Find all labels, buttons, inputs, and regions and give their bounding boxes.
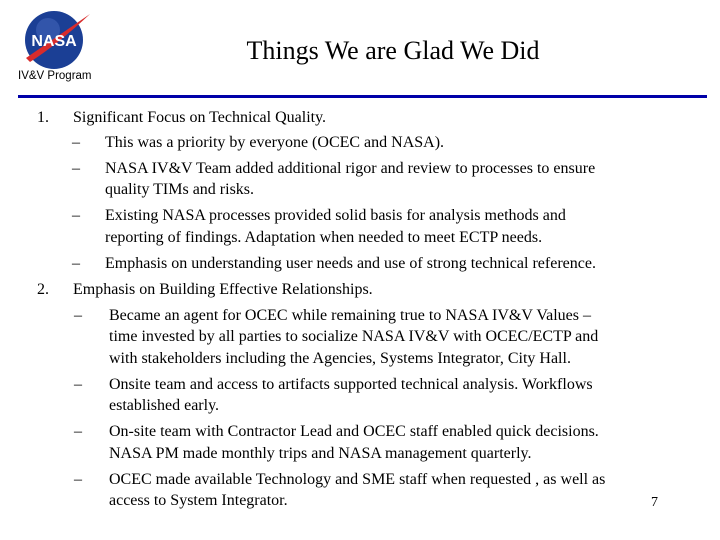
item-number: 1. <box>37 109 49 126</box>
program-label: IV&V Program <box>18 70 92 82</box>
sub-item-text: Emphasis on understanding user needs and use of strong technical reference. <box>105 255 596 272</box>
sub-item-text: NASA PM made monthly trips and NASA management quarterly. <box>109 445 532 462</box>
sub-item-text: OCEC made available Technology and SME staff when requested , as well as <box>109 471 606 488</box>
bullet-dash: – <box>72 134 80 151</box>
title-divider <box>18 95 707 98</box>
bullet-dash: – <box>72 160 80 177</box>
item-number: 2. <box>37 281 49 298</box>
sub-item-text: On-site team with Contractor Lead and OCEC staff enabled quick decisions. <box>109 423 599 440</box>
sub-item-text: Existing NASA processes provided solid basis for analysis methods and <box>105 207 566 224</box>
item-text: Emphasis on Building Effective Relationships. <box>73 281 373 298</box>
bullet-dash: – <box>74 376 82 393</box>
sub-item-text: This was a priority by everyone (OCEC and NASA). <box>105 134 445 151</box>
bullet-dash: – <box>74 307 82 324</box>
sub-item-text: established early. <box>109 397 220 414</box>
sub-item-text: access to System Integrator. <box>109 492 288 509</box>
bullet-dash: – <box>74 423 82 440</box>
sub-item-text: reporting of findings. Adaptation when needed to meet ECTP needs. <box>105 229 543 246</box>
bullet-dash: – <box>72 255 80 272</box>
sub-item-text: with stakeholders including the Agencies, Systems Integrator, City Hall. <box>109 350 571 367</box>
sub-item-text: time invested by all parties to socialize NASA IV&V with OCEC/ECTP and <box>109 328 599 345</box>
bullet-dash: – <box>74 471 82 488</box>
item-text: Significant Focus on Technical Quality. <box>73 109 327 126</box>
sub-item-text: quality TIMs and risks. <box>105 181 255 198</box>
slide-title: Things We are Glad We Did <box>246 36 540 65</box>
bullet-dash: – <box>72 207 80 224</box>
sub-item-text: Onsite team and access to artifacts supported technical analysis. Workflows <box>109 376 593 393</box>
sub-item-text: NASA IV&V Team added additional rigor and review to processes to ensure <box>105 160 596 177</box>
page-number: 7 <box>651 495 658 510</box>
svg-text:NASA: NASA <box>31 33 77 50</box>
sub-item-text: Became an agent for OCEC while remaining true to NASA IV&V Values – <box>109 307 591 324</box>
